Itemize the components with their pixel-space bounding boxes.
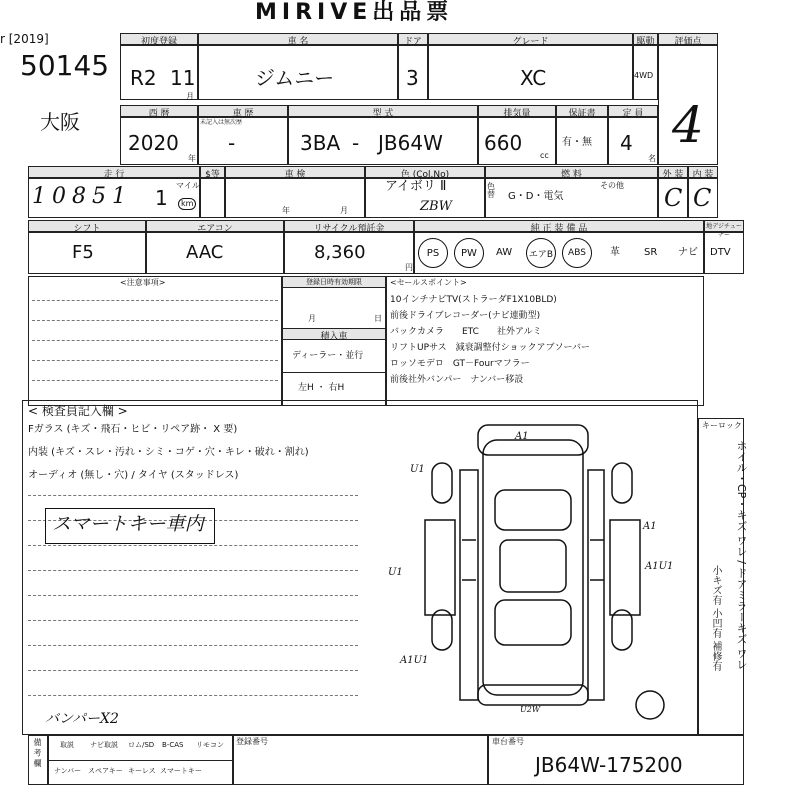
nen-label: 月 (186, 92, 194, 101)
km-label: km (178, 198, 196, 210)
reg-date-header: 登録日時有効期限 (282, 276, 386, 288)
sales-line: ロッソモデロ GT－Fourマフラー (390, 359, 530, 369)
damage-mark: A1 (643, 521, 657, 532)
model-code: JB64W (378, 131, 443, 155)
equip-navi: ナビ (678, 247, 698, 258)
grade-value: XC (520, 66, 547, 90)
header-inspection: 車 歴 (198, 105, 288, 117)
chassis-header: 車台番号 (492, 737, 524, 746)
notes-header: <注意事項> (120, 278, 166, 287)
capacity-value: 4 (620, 131, 633, 155)
ac-value: AAC (186, 242, 224, 263)
sales-line: 10インチナビTV(ストラーダF1X10BLD) (390, 295, 557, 305)
color-change: 色替 (487, 182, 495, 199)
sheet-title: MIRIVE出品票 (255, 0, 454, 25)
header-recycle: リサイクル預託金 (284, 220, 414, 232)
header-shift: シフト (28, 220, 146, 232)
first-reg-era: R2 (130, 66, 157, 90)
equip-sr: SR (644, 247, 658, 258)
sales-header: <セールスポイント> (390, 278, 467, 287)
inspection-glass: Fガラス (キズ・飛石・ヒビ・リペア跡・ X 要) (28, 424, 238, 435)
side-text-2: 小キズ有 小凹有 補修有 (710, 565, 721, 672)
damage-mark: U1 (388, 567, 403, 578)
model-dash: - (352, 131, 360, 155)
inspection-value: - (228, 131, 236, 155)
damage-mark: U1 (410, 464, 425, 475)
reg-month: 月 (308, 314, 316, 323)
remark-item: B-CAS (162, 741, 184, 749)
displacement-value: 660 (484, 131, 523, 155)
shaken-month: 月 (340, 206, 348, 215)
equip-leather: 革 (610, 247, 620, 258)
remarks-header: 備 考 欄 (33, 738, 42, 768)
chassis-number: JB64W-175200 (535, 753, 683, 777)
bumper-note: バンパーX2 (45, 711, 119, 727)
remark-item: スペアキー (88, 767, 123, 775)
color-code: ZBW (420, 199, 452, 214)
header-model: 型 式 (288, 105, 478, 117)
header-fuel: 燃 料 (485, 166, 658, 178)
header-door: ドア (398, 33, 428, 45)
region-label: 大阪 (40, 110, 80, 134)
sales-line: 前後ドライブレコーダー(ナビ連動型) (390, 311, 541, 321)
mile-label: マイル (176, 181, 200, 190)
header-mileage: 走 行 (28, 166, 200, 178)
header-first-reg: 初度登録 (120, 33, 198, 45)
year-nen: 年 (188, 154, 196, 163)
warranty-value: 有・無 (562, 137, 592, 148)
drive-value: 4WD (634, 71, 654, 80)
header-ac: エアコン (146, 220, 284, 232)
header-grade: グレード (428, 33, 633, 45)
shaken-year: 年 (282, 206, 290, 215)
reg-number-header: 登録番号 (236, 737, 268, 746)
remark-item: ロム/SD (128, 741, 155, 749)
dealer-option: ディーラー・並行 (292, 351, 364, 361)
score-value: 4 (672, 96, 704, 154)
remark-item: 取説 (60, 741, 74, 749)
header-dtv: 地デジチューナー (704, 220, 744, 232)
header-drive: 駆動 (633, 33, 658, 45)
damage-mark: A1U1 (400, 655, 429, 666)
remark-item: ナビ取説 (90, 741, 118, 749)
inspector-header: < 検査員記入欄 > (28, 404, 128, 418)
fuel-value: G・D・電気 (508, 191, 564, 202)
damage-mark: A1 (515, 431, 529, 442)
registration-number-box (233, 735, 488, 785)
damage-mark: A1U1 (645, 561, 674, 572)
inspection-audio: オーディオ (無し・穴) / タイヤ (スタッドレス) (28, 470, 239, 481)
damage-mark: U2W (520, 705, 541, 714)
sales-line: 前後社外バンパー ナンバー移設 (390, 375, 524, 385)
exterior-value: C (664, 184, 683, 212)
model-prefix: 3BA (300, 131, 341, 155)
handwritten-note: スマートキー車内 (52, 513, 204, 535)
header-car-name: 車 名 (198, 33, 398, 45)
capacity-unit: 名 (648, 154, 656, 163)
first-reg-month: 11 (170, 66, 196, 90)
mileage-unit: 1 (155, 186, 168, 210)
year-value: 2020 (128, 131, 179, 155)
loading-header: 積入車 (282, 328, 386, 340)
equip-dtv: DTV (710, 247, 731, 258)
inspection-interior: 内装 (キズ・スレ・汚れ・シミ・コゲ・穴・キレ・破れ・割れ) (28, 447, 309, 458)
header-warranty: 保証書 (556, 105, 608, 117)
header-exterior: 外 装 (658, 166, 688, 178)
lot-number: 50145 (20, 49, 110, 82)
remark-item: リモコン (196, 741, 224, 749)
equip-abs: ABS (562, 238, 592, 268)
hand-option: 左H ・ 右H (298, 383, 345, 393)
door-value: 3 (406, 66, 419, 90)
fuel-other: その他 (600, 181, 624, 190)
equip-ps: PS (418, 238, 448, 268)
header-price: $等 (200, 166, 225, 178)
yen-unit: 円 (405, 263, 413, 272)
equip-airbag: エアB (526, 238, 556, 268)
equip-aw: AW (496, 247, 513, 258)
header-color: 色 (Col.No) (365, 166, 485, 178)
keylock-header: キーロック (702, 421, 742, 430)
year-tag: r [2019] (0, 32, 49, 46)
interior-value: C (693, 184, 712, 212)
header-shaken: 車 検 (225, 166, 365, 178)
inspection-note: 未記入は無次歴 (200, 119, 243, 126)
remark-item: キーレス (128, 767, 156, 775)
recycle-value: 8,360 (314, 242, 366, 263)
reg-day: 日 (374, 314, 382, 323)
shift-value: F5 (72, 242, 94, 263)
sales-line: リフトUPサス 減衰調整付ショックアブソーバー (390, 343, 591, 353)
sales-line: バックカメラ ETC 社外アルミ (390, 327, 542, 337)
header-capacity: 定 員 (608, 105, 658, 117)
header-equipment: 純 正 装 備 品 (414, 220, 704, 232)
header-year: 西 暦 (120, 105, 198, 117)
mileage-value: 10851 (32, 184, 132, 209)
cc-unit: cc (540, 151, 549, 160)
equip-pw: PW (454, 238, 484, 268)
color-value: アイボリ Ⅱ (385, 179, 447, 194)
header-displacement: 排気量 (478, 105, 556, 117)
car-name-value: ジムニー (255, 66, 335, 90)
header-interior: 内 装 (688, 166, 718, 178)
remark-item: ナンバー (54, 767, 82, 775)
side-text: ホイル・CP・キズ ワレ / ドアミラーキズ ワレ (735, 440, 748, 671)
header-score: 評価点 (658, 33, 718, 45)
remark-item: スマートキー (160, 767, 202, 775)
